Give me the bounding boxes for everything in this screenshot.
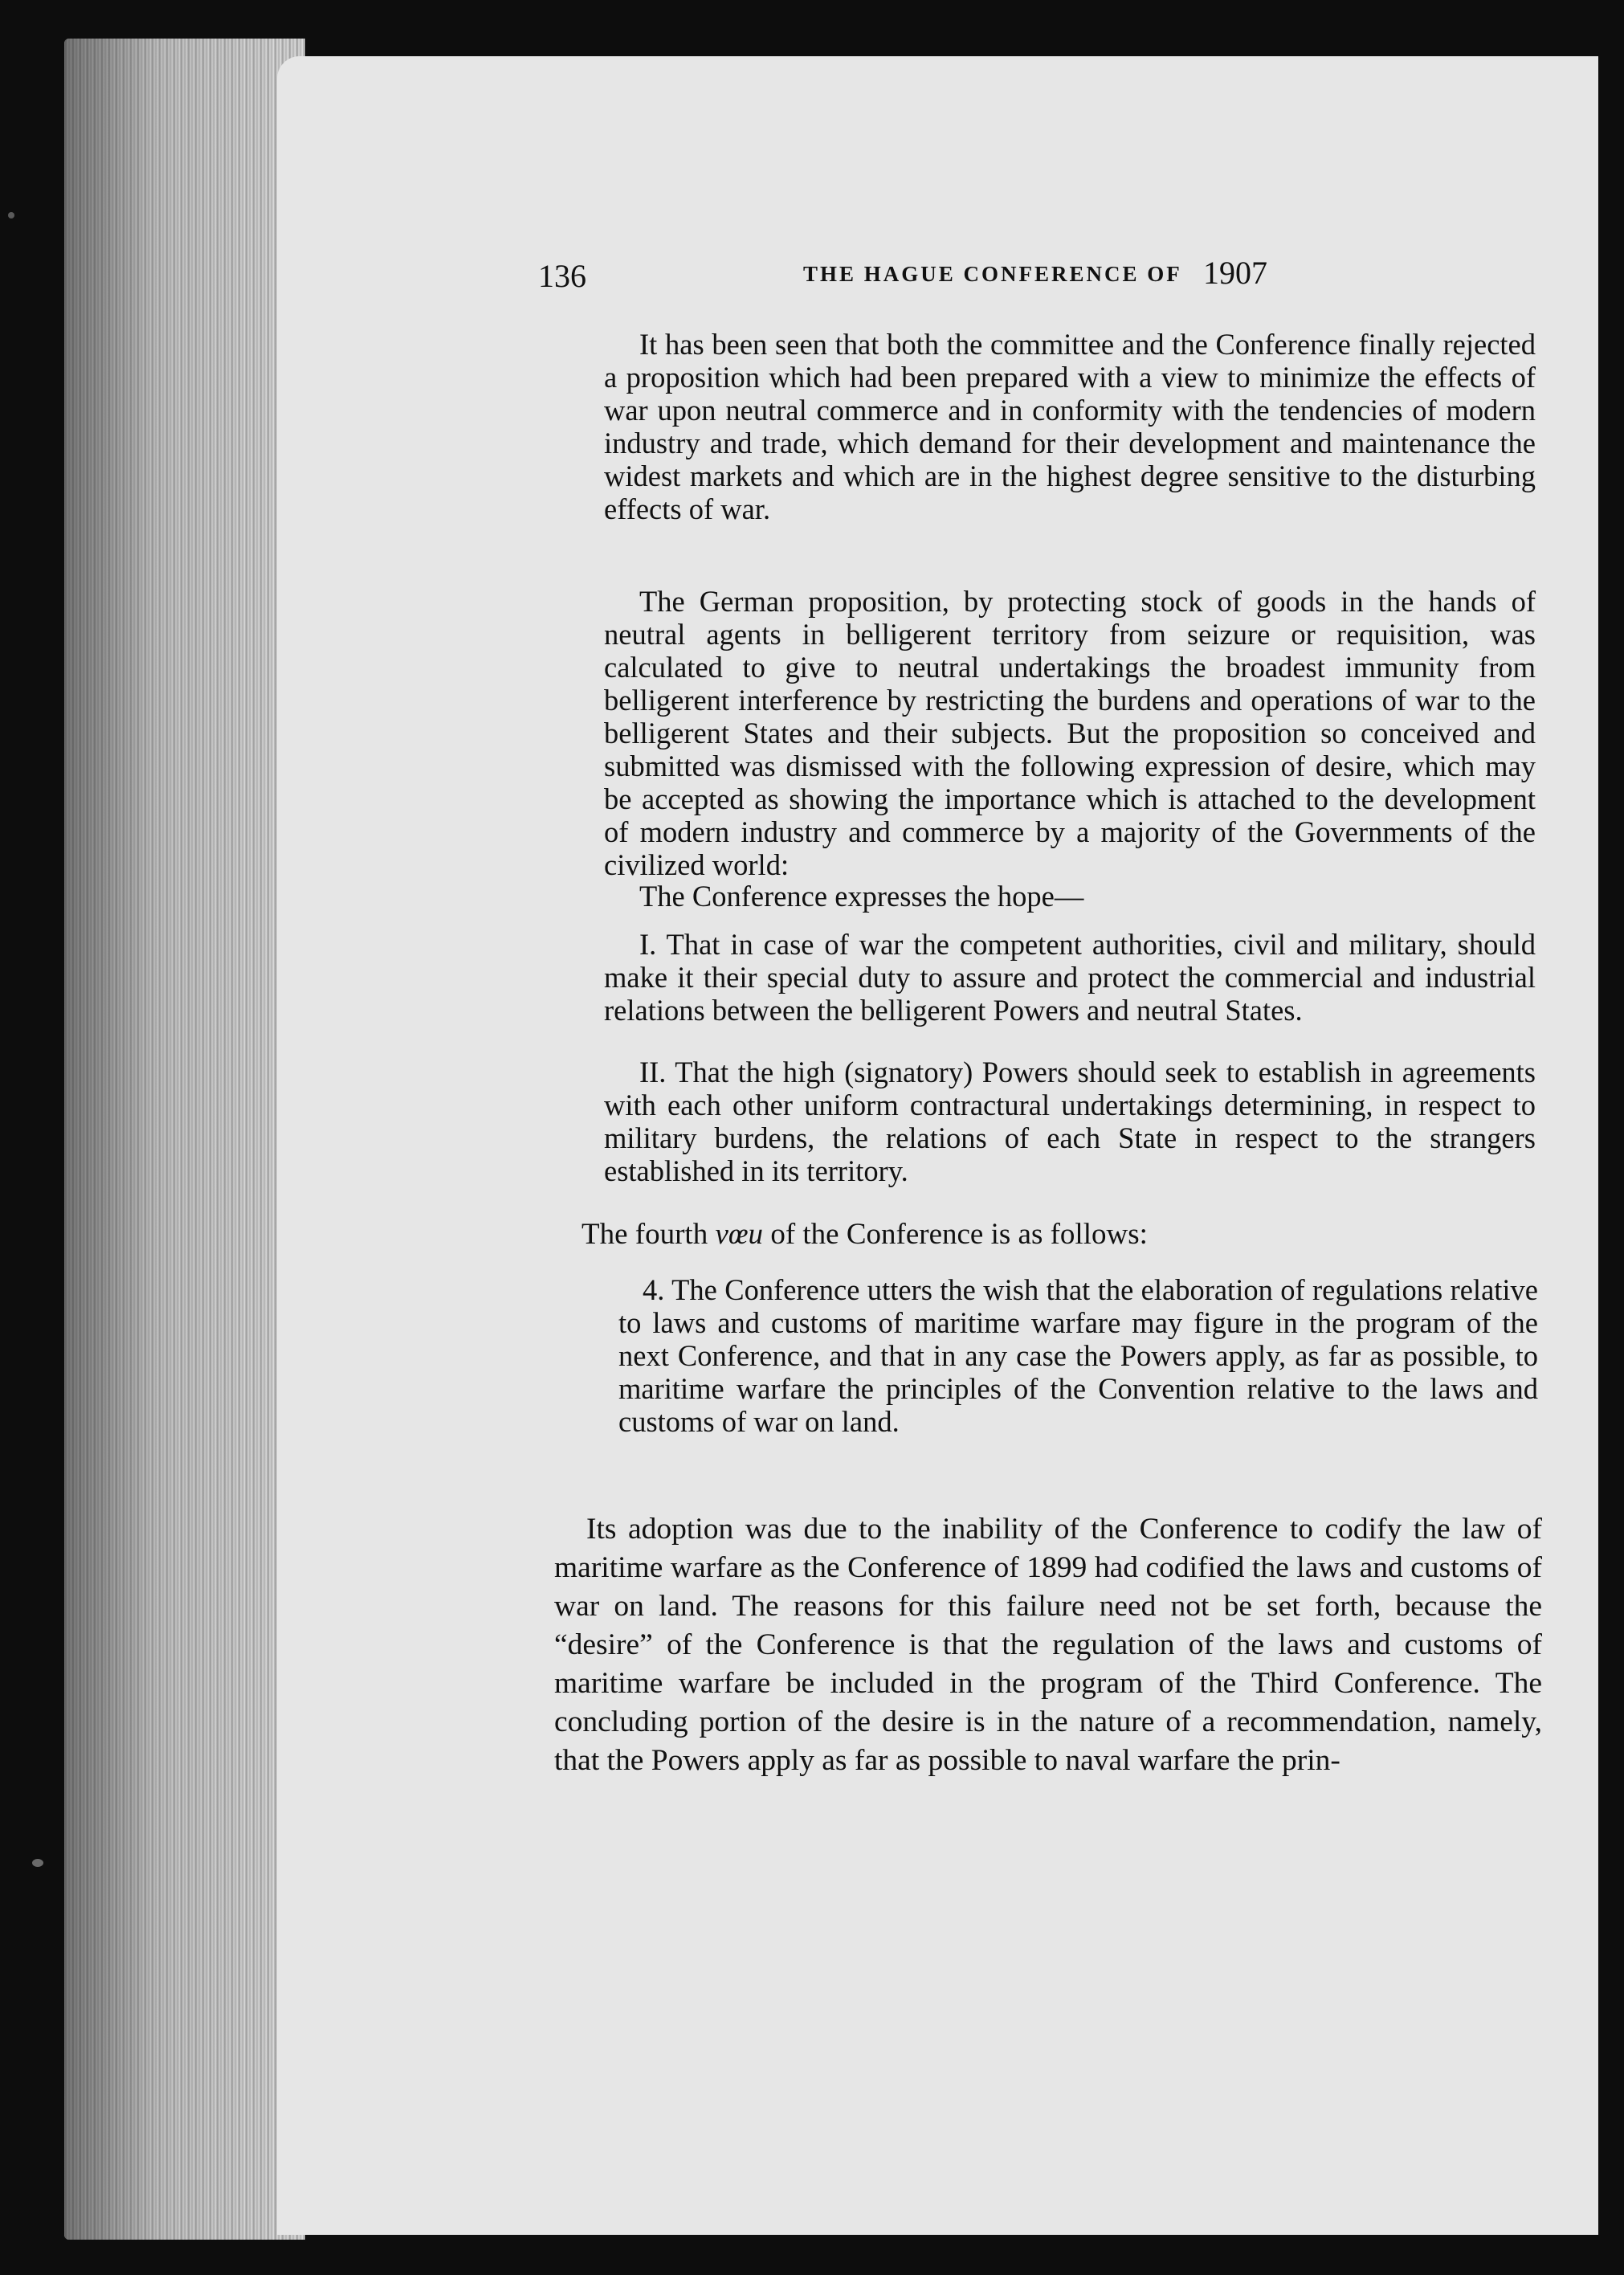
voeu-term: vœu (715, 1218, 764, 1251)
quoted-fourth-voeu: 4. The Conference utters the wish that the elaboration of regulations relative to laws and customs of maritime warfare may figure in the program of the next Conference, and that in any case the Powers apply, as far as possible, to maritime warfare the principles of the Convention relative to the laws and customs of war on land. (618, 1273, 1538, 1438)
running-title: THE HAGUE CONFERENCE OF (803, 262, 1182, 286)
paragraph-article-one (604, 928, 1536, 1027)
intro-text-before: The fourth (581, 1218, 708, 1251)
intro-text-after: of the Conference is as follows: (770, 1218, 1148, 1251)
paragraph-text: The Conference expresses the hope— (639, 880, 1084, 913)
paragraph-expresses-hope (604, 880, 1536, 913)
paragraph-text: The German proposition, by protecting stock of goods in the hands of neutral agents in belligerent territory from seizure or requisition, was calculated to give to neutral undertakings the broadest immunity from belligerent interference by restricting the burdens and operations of war to the belligerent States and their subjects. But the proposition so conceived and submitted was dismissed with the following expression of desire, which may be accepted as showing the importance which is attached to the development of modern industry and commerce by a majority of the Governments of the civilized world: (604, 585, 1536, 881)
paragraph-fourth-voeu-intro (581, 1217, 1545, 1252)
running-head (538, 257, 1526, 305)
paragraph-adoption: Its adoption was due to the inability of the Conference to codify the law of maritime warfare as the Conference of 1899 had codified the laws and customs of war on land. The reasons for this failure need not be set forth, because the “desire” of the Conference is that the regulation of the laws and customs of maritime warfare be included in the program of the Third Conference. The concluding portion of the desire is in the nature of a recommendation, namely, that the Powers apply as far as possible to naval warfare the prin- (554, 1513, 1542, 1777)
paragraph-text: II. That the high (signatory) Powers should seek to establish in agreements with each other uniform contractural undertakings determining, in respect to military burdens, the relations of each State in respect to the strangers established in its territory. (604, 1056, 1536, 1187)
scan-speck (8, 212, 14, 219)
page-number: 136 (538, 258, 586, 294)
paragraph-text: It has been seen that both the committee and the Conference finally rejected a proposition which had been prepared with a view to minimize the effects of war upon neutral commerce and in conformity with the tendencies of modern industry and trade, which demand for their development and maintenance the widest markets and which are in the highest degree sensitive to the disturbing effects of war. (604, 328, 1536, 525)
paragraph-german-proposition (604, 585, 1536, 881)
page-edge-shadow (64, 39, 305, 2240)
scan-speck (32, 1859, 43, 1867)
running-year: 1907 (1203, 255, 1267, 291)
paragraph-text: I. That in case of war the competent authorities, civil and military, should make it their special duty to assure and protect the commercial and industrial relations between the belligerent Powers and neutral States. (604, 928, 1536, 1027)
paragraph-rejected-proposition (604, 328, 1536, 525)
paragraph-article-two (604, 1056, 1536, 1187)
